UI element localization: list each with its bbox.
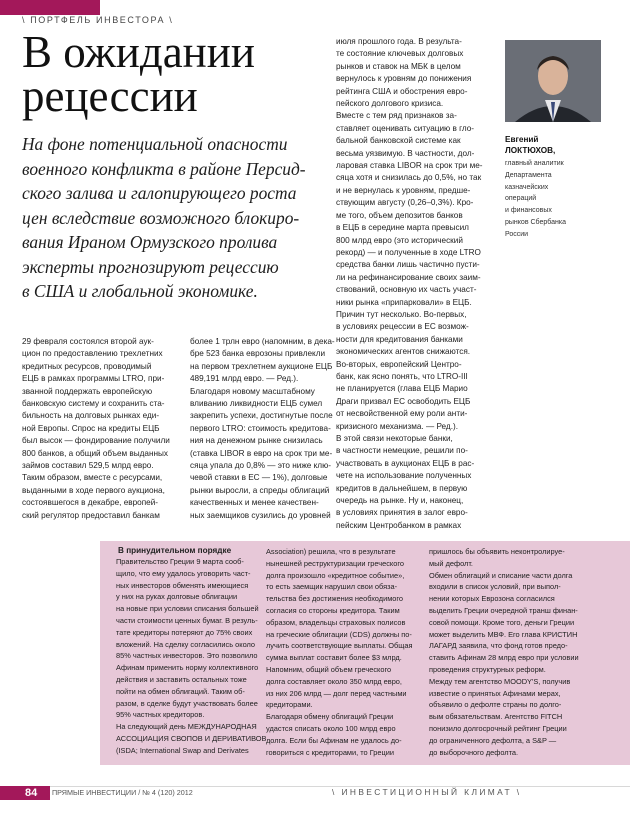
sidebar-column-2 xyxy=(266,546,416,758)
text-line: чете на использование полученных xyxy=(336,471,472,481)
footer-rule xyxy=(0,786,630,787)
text-line: не планируется (глава ЕЦБ Марио xyxy=(336,384,468,394)
sidebar-text-line: на новые при условии списания большей xyxy=(116,604,259,614)
text-line: в ЕЦБ в середине марта превысил xyxy=(336,223,469,233)
sidebar-text-line: 85% частных инвесторов. Это позволило xyxy=(116,651,258,661)
text-line: Причин тут несколько. Во-первых, xyxy=(336,309,467,319)
text-line: рынков и ставок на МБК в целом xyxy=(336,61,461,71)
sidebar-text-line: щило, что ему удалось уговорить част- xyxy=(116,568,251,578)
text-line: те состояние ключевых долговых xyxy=(336,49,464,59)
text-line: кредитов в дальнейшем, в первую xyxy=(336,483,468,493)
text-line: в условиях принятия в залог евро- xyxy=(336,508,468,518)
text-line: очередь на рынке. Ну и, наконец, xyxy=(336,496,464,506)
text-line: банковскую систему и сохранить ста- xyxy=(22,399,165,409)
sidebar-text-line: тельства без достижения необходимого xyxy=(266,594,404,604)
text-line: и не вернулась к уровням, предше- xyxy=(336,185,471,195)
sidebar-text-line: говориться с кредиторами, то Греции xyxy=(266,747,395,757)
text-line: был высок — фондирование получили xyxy=(22,436,170,446)
sidebar-text-line: действия и заставить остальных тоже xyxy=(116,674,247,684)
text-line: В этой связи некоторые банки, xyxy=(336,434,453,443)
text-line: кредитных ресурсов, проводимый xyxy=(22,361,152,371)
text-line: ния на денежном рынке снизилась xyxy=(190,436,323,446)
headline xyxy=(22,27,322,121)
sidebar-text-line: на греческие облигации (CDS) должны по- xyxy=(266,629,412,639)
sidebar-text-line: Правительство Греции 9 марта сооб- xyxy=(116,557,244,566)
text-line: более 1 трлн евро (напомним, в дека- xyxy=(190,337,335,346)
headline-line: В ожидании xyxy=(22,27,255,77)
text-line: первого LTRO: стоимость кредитова- xyxy=(190,423,331,433)
sidebar-text-line: вым обязательствам. Агентство FITCH xyxy=(429,712,563,722)
section-tag: \ ПОРТФЕЛЬ ИНВЕСТОРА \ xyxy=(22,15,174,25)
sidebar-text-line: Association) решила, что в результате xyxy=(266,547,396,556)
sidebar-text-line: кредиторами. xyxy=(266,700,313,710)
sidebar-text-line: выделить Греции очередной транш финан- xyxy=(429,605,578,615)
text-line: (ставка LIBOR в евро на срок три ме- xyxy=(190,448,333,458)
sidebar-text-line: 95% частных кредиторов. xyxy=(116,710,205,720)
footer-magazine: ПРЯМЫЕ ИНВЕСТИЦИИ / № 4 (120) 2012 xyxy=(52,788,193,797)
sidebar-text-line: пойти на обмен облигаций. Таким об- xyxy=(116,686,245,696)
sidebar-text-line: объявило о дефолте страны по долго- xyxy=(429,700,562,710)
author-name-line: ЛОКТЮХОВ, xyxy=(505,146,556,155)
text-line: закрепить успехи, достигнутые после xyxy=(190,411,333,421)
sidebar-title: В принудительном порядке xyxy=(118,546,232,555)
text-line: ных заемщиков сузились до уровней xyxy=(190,510,331,520)
text-line: качественных и менее качествен- xyxy=(190,498,319,508)
text-line: бальной банковской системе как xyxy=(336,136,461,146)
text-line: цион по предоставлению трехлетних xyxy=(22,349,163,359)
author-title-line: рынков Сбербанка xyxy=(505,218,566,226)
text-line: банк, как ясно понять, что LTRO-III xyxy=(336,371,468,381)
text-line: средства банки лишь частично пусти- xyxy=(336,260,480,270)
text-line: ной Европы. Спрос на кредиты ЕЦБ xyxy=(22,423,160,433)
sidebar-text-line: На следующий день МЕЖДУНАРОДНАЯ xyxy=(116,722,257,732)
sidebar-text-line: долга произошло «кредитное событие», xyxy=(266,570,405,580)
text-line: ЕЦБ в рамках программы LTRO, при- xyxy=(22,374,165,384)
text-line: июля прошлого года. В результа- xyxy=(336,37,462,46)
sidebar-text-line: лучить соответствующие выплаты. Общая xyxy=(266,641,413,651)
text-line: от несвойственной ему роли анти- xyxy=(336,409,468,419)
text-line: участвовать в аукционах ЕЦБ в рас- xyxy=(336,458,475,468)
article-column-1 xyxy=(22,336,180,522)
sidebar-text-line: Обмен облигаций и списание части долга xyxy=(429,570,573,580)
sidebar-text-line: ставить Афинам 28 млрд евро при условии xyxy=(429,653,579,663)
text-line: рекорд) — и полученные в ходе LTRO xyxy=(336,247,481,257)
sidebar-text-line: пришлось бы объявить неконтролируе- xyxy=(429,547,565,556)
text-line: на первом трехлетнем аукционе ЕЦБ xyxy=(190,361,333,371)
sidebar-text-line: входили в список условий, при выпол- xyxy=(429,582,561,592)
top-accent-bar xyxy=(0,0,100,15)
text-line: Во-вторых, европейский Центро- xyxy=(336,359,462,369)
author-title-line: главный аналитик xyxy=(505,160,564,167)
sidebar-text-line: совой помощи. Кроме того, деньги Греции xyxy=(429,617,575,627)
text-line: чевой ставки в ЕС — 1%), долговые xyxy=(190,473,328,483)
text-line: ли на рефинансирование своих заим- xyxy=(336,272,481,282)
sidebar-text-line: мый дефолт. xyxy=(429,558,473,568)
sidebar-text-line: до выборочного дефолта. xyxy=(429,747,519,757)
lead-line: эксперты прогнозируют рецессию xyxy=(22,256,279,277)
sidebar-text-line: ЛАГАРД заявила, что фонд готов предо- xyxy=(429,641,568,651)
article-column-3 xyxy=(336,36,494,532)
sidebar-text-line: ных инвесторов обменять имеющиеся xyxy=(116,580,249,590)
footer-section: \ ИНВЕСТИЦИОННЫЙ КЛИМАТ \ xyxy=(332,787,522,797)
text-line: Вместе с тем ряд признаков за- xyxy=(336,111,457,121)
sidebar-text-line: АССОЦИАЦИЯ СВОПОВ И ДЕРИВАТИВОВ xyxy=(116,733,267,743)
lead-line: цен вследствие возможного блокиро- xyxy=(22,207,300,228)
author-title-line: и финансовых xyxy=(505,207,552,215)
sidebar-text-line: Благодаря обмену облигаций Греции xyxy=(266,712,394,722)
sidebar-text-line: то есть заемщик нарушил свои обяза- xyxy=(266,582,398,592)
text-line: вливанию ликвидности ЕЦБ сумел xyxy=(190,399,323,409)
text-line: ларовая ставка LIBOR на срок три ме- xyxy=(336,161,483,171)
sidebar-text-line: проведения структурных реформ. xyxy=(429,664,546,674)
text-line: званной поддержать европейскую xyxy=(22,386,153,396)
text-line: Драги призвал ЕС освободить ЕЦБ xyxy=(336,396,471,406)
page-number: 84 xyxy=(25,787,38,799)
sidebar-text-line: разом, в сделке будут участвовать более xyxy=(116,698,258,708)
sidebar-text-line: Между тем агентство MOODY'S, получив xyxy=(429,676,571,686)
text-line: ский регулятор предоставил банкам xyxy=(22,510,160,520)
text-line: ме того, объем депозитов банков xyxy=(336,210,463,220)
text-line: в условиях рецессии в ЕС возмож- xyxy=(336,322,469,332)
lead-paragraph xyxy=(22,132,322,304)
lead-line: ского залива и галопирующего роста xyxy=(22,183,297,203)
text-line: пейского долгового кризиса. xyxy=(336,99,444,109)
author-title xyxy=(505,158,605,241)
text-line: ствований, основную их часть участ- xyxy=(336,285,477,295)
author-title-line: операций xyxy=(505,195,537,203)
text-line: займов составил 529,5 млрд евро. xyxy=(22,461,154,471)
sidebar-text-line: из них 206 млрд — долг перед частными xyxy=(266,688,407,698)
text-line: сяца упала до 0,8% — это ниже клю- xyxy=(190,461,331,471)
lead-line: На фоне потенциальной опасности xyxy=(22,134,288,154)
sidebar-text-line: нынешней реструктуризации греческого xyxy=(266,558,404,568)
author-name xyxy=(505,134,605,156)
article-column-2 xyxy=(190,336,342,522)
sidebar-text-line: удастся списать около 100 млрд евро xyxy=(266,723,396,733)
sidebar-text-line: может выделить МВФ. Его глава КРИСТИН xyxy=(429,629,578,639)
sidebar-text-line: (ISDA; International Swap and Derivates xyxy=(116,745,249,755)
sidebar-text-line: тате кредиторы потеряют до 75% своих xyxy=(116,627,253,637)
text-line: 29 февраля состоялся второй аук- xyxy=(22,337,154,346)
text-line: экономических агентов снижаются. xyxy=(336,347,471,357)
text-line: 800 млрд евро (это исторический xyxy=(336,235,463,245)
author-block xyxy=(505,134,605,241)
lead-line: вания Ираном Ормузского пролива xyxy=(22,232,278,252)
sidebar-text-line: сумма выплат составит более $3 млрд. xyxy=(266,653,402,663)
author-title-line: России xyxy=(505,230,529,238)
sidebar-text-line: Напомним, общий объем греческого xyxy=(266,664,392,674)
sidebar-text-line: до ограниченного дефолта, а S&P — xyxy=(429,735,557,745)
text-line: ности для кредитования банками xyxy=(336,334,463,344)
sidebar-text-line: нении которых Еврозона согласился xyxy=(429,594,555,604)
text-line: ствующим августу (0,26–0,3%). Кро- xyxy=(336,198,474,208)
text-line: бре 523 банка еврозоны привлекли xyxy=(190,349,326,359)
sidebar-text-line: Афинам применить норму коллективного xyxy=(116,663,259,673)
sidebar-column-1 xyxy=(116,556,266,757)
text-line: пейским Центробанком в рамках xyxy=(336,520,462,530)
text-line: Таким образом, вместе с ресурсами, xyxy=(22,473,163,483)
author-title-line: Департамента xyxy=(505,171,552,179)
sidebar-text-line: долга составляет около 350 млрд евро, xyxy=(266,676,402,686)
text-line: Благодаря новому масштабному xyxy=(190,386,315,396)
lead-line: военного конфликта в районе Персид- xyxy=(22,158,306,179)
sidebar-text-line: известие о принятых Афинами мерах, xyxy=(429,688,561,698)
text-line: ставляет оценивать ситуацию в гло- xyxy=(336,123,475,133)
text-line: рейтинга США и обострения евро- xyxy=(336,86,468,96)
text-line: состоявшегося в декабре, европей- xyxy=(22,498,159,508)
text-line: весьма уязвимую. В частности, дол- xyxy=(336,148,475,158)
sidebar-text-line: согласия со стороны кредитора. Таким xyxy=(266,605,400,615)
text-line: 800 банков, а общий объем выданных xyxy=(22,448,168,458)
text-line: сяца хотя и снизилась до 0,5%, но так xyxy=(336,173,482,183)
text-line: кризисного механизма. — Ред.). xyxy=(336,421,458,431)
text-line: ники рынка «припарковали» в ЕЦБ. xyxy=(336,297,472,307)
text-line: рынки выросли, а спреды облигаций xyxy=(190,485,330,495)
text-line: вернулось к уровням до понижения xyxy=(336,74,472,84)
sidebar-text-line: понизило долгосрочный рейтинг Греции xyxy=(429,723,567,733)
text-line: в частности немецкие, решили по- xyxy=(336,446,468,456)
sidebar-text-line: у них на руках долговые облигации xyxy=(116,592,238,602)
sidebar-column-3 xyxy=(429,546,619,758)
text-line: выданными в ходе первого аукциона, xyxy=(22,485,165,495)
sidebar-text-line: долга. Если бы Афинам не удалось до- xyxy=(266,735,402,745)
author-photo xyxy=(505,40,601,122)
sidebar-text-line: образом, владельцы страховых полисов xyxy=(266,617,406,627)
text-line: 489,191 млрд евро. — Ред.). xyxy=(190,374,299,384)
lead-line: в США и глобальной экономике. xyxy=(22,281,258,301)
text-line: бильность на долговых рынках еди- xyxy=(22,411,160,421)
author-name-line: Евгений xyxy=(505,135,539,144)
headline-line: рецессии xyxy=(22,71,198,121)
sidebar-text-line: части стоимости ценных бумаг. В резуль- xyxy=(116,615,258,625)
author-title-line: казначейских xyxy=(505,183,549,191)
sidebar-text-line: вложений. На сделку согласились около xyxy=(116,639,256,649)
